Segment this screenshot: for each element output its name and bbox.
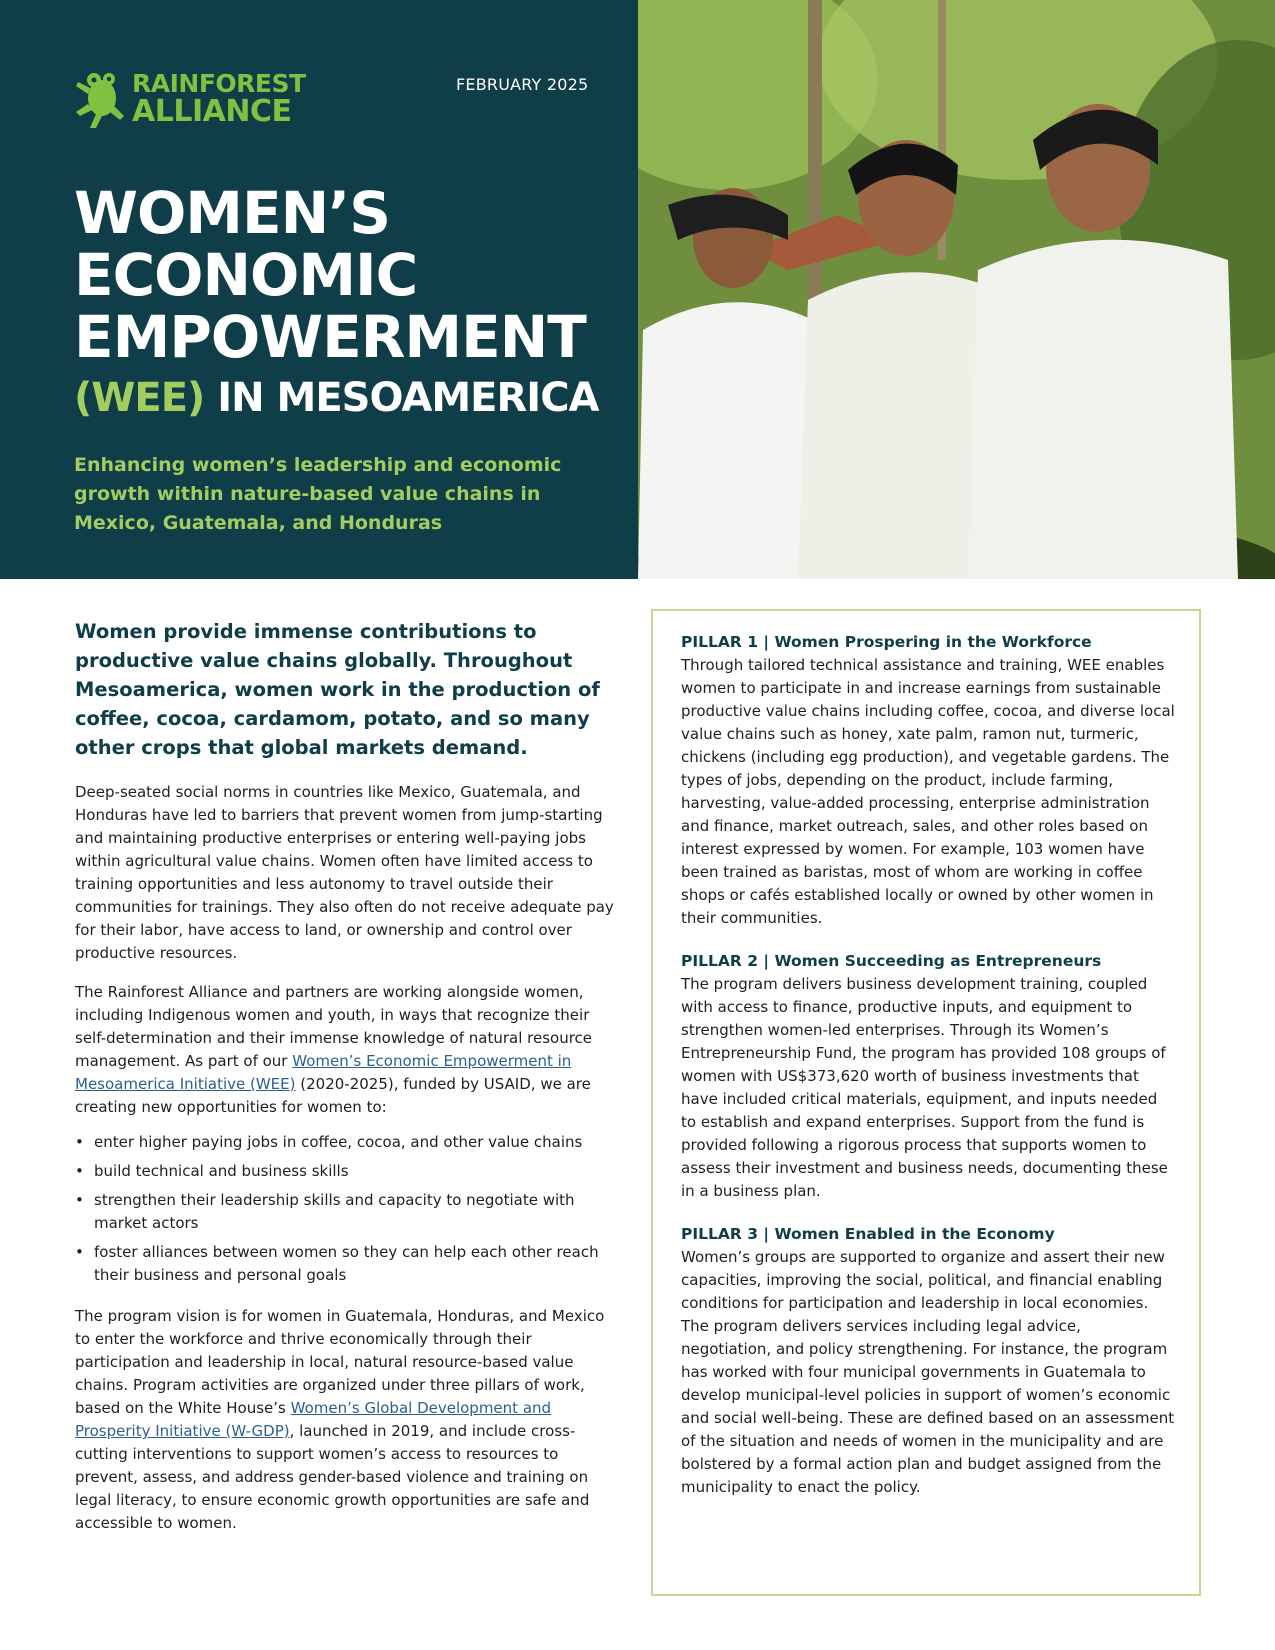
title-line-4 — [74, 374, 599, 422]
list-item: • foster alliances between women so they can help each other reach their business and personal goals — [75, 1241, 620, 1287]
pillar-1-body: Through tailored technical assistance and training, WEE enables women to participate in and increase earnings from sustainable productive value chains including coffee, cocoa, and diverse local value chains such as honey, xate palm, ramon nut, turmeric, chickens (including egg production), and vegetable gardens. The types of jobs, depending on the product, include farming, harvesting, value-added processing, enterprise administration and finance, market outreach, sales, and other roles based on interest expressed by women. For example, 103 women have been trained as baristas, most of whom are working in coffee shops or cafés established locally or owned by other women in their communities. — [681, 656, 1175, 927]
title-line-2: ECONOMIC — [74, 241, 418, 309]
paragraph-partners-text-b: (2020-2025), funded by USAID, we are creating new opportunities for women to: — [75, 1075, 591, 1116]
logo-wordmark-line2: ALLIANCE — [132, 94, 292, 129]
page-title — [74, 179, 599, 422]
list-item: • build technical and business skills — [75, 1160, 620, 1183]
intro-statement: Women provide immense contributions to productive value chains globally. Throughout Mesoamerica, women work in the production of coffee, cocoa, cardamom, potato, and so many other crops that global markets demand. — [75, 620, 600, 759]
pillars-box — [651, 609, 1201, 1596]
pillar-2-heading: PILLAR 2 | Women Succeeding as Entrepreneurs — [681, 952, 1102, 970]
opportunities-list — [75, 1131, 620, 1287]
title-line-4-rest: IN MESOAMERICA — [204, 375, 599, 421]
paragraph-vision-text-b: , launched in 2019, and include cross-cutting interventions to support women’s access to resources to prevent, assess, and address gender-based violence and training on legal literacy, to ensure economic growth opportunities are safe and accessible to women. — [75, 1422, 590, 1532]
pillar-2-body: The program delivers business development training, coupled with access to finance, productive inputs, and equipment to strengthen women-led enterprises. Through its Women’s Entrepreneurship Fund, the program has provided 108 groups of women with US$373,620 worth of business investments that have included critical materials, equipment, and inputs needed to establish and expand enterprises. Support from the fund is provided following a rigorous process that supports women to assess their investment and business needs, documenting these in a business plan. — [681, 975, 1168, 1200]
title-line-3: EMPOWERMENT — [74, 303, 586, 371]
title-accent-wee: (WEE) — [74, 375, 205, 421]
paragraph-program-vision — [75, 1305, 620, 1535]
hero-header-panel — [0, 0, 638, 579]
pillar-3-heading: PILLAR 3 | Women Enabled in the Economy — [681, 1225, 1055, 1243]
paragraph-partners — [75, 981, 620, 1119]
paragraph-barriers: Deep-seated social norms in countries like Mexico, Guatemala, and Honduras have led to barriers that prevent women from jump-starting and maintaining productive enterprises or entering well-paying jobs within agricultural value chains. Women often have limited access to training opportunities and less autonomy to travel outside their communities for trainings. They also often do not receive adequate pay for their labor, have access to land, or ownership and control over productive resources. — [75, 783, 614, 962]
pillar-1-heading: PILLAR 1 | Women Prospering in the Workforce — [681, 633, 1092, 651]
hero-photo-three-women — [638, 0, 1275, 579]
pillar-3 — [681, 1223, 1175, 1499]
paragraph-partners-text-a: The Rainforest Alliance and partners are working alongside women, including Indigenous women and youth, in ways that recognize their self-determination and their immense knowledge of natural resource management. As part of our — [75, 983, 593, 1070]
pillar-1 — [681, 631, 1175, 930]
page-subtitle: Enhancing women’s leadership and economic growth within nature-based value chains in Mexico, Guatemala, and Honduras — [74, 454, 562, 534]
main-text-column — [75, 617, 620, 1551]
list-item: • strengthen their leadership skills and capacity to negotiate with market actors — [75, 1189, 620, 1235]
photo-illustration — [638, 0, 1275, 579]
title-line-1: WOMEN’S — [74, 179, 390, 247]
paragraph-vision-text-a: The program vision is for women in Guatemala, Honduras, and Mexico to enter the workforce and thrive economically through their participation and leadership in local, natural resource-based value chains. Program activities are organized under three pillars of work, based on the White House’s — [75, 1307, 605, 1417]
pillar-2 — [681, 950, 1175, 1203]
pillar-3-body: Women’s groups are supported to organize and assert their new capacities, improving the social, political, and financial enabling conditions for participation and leadership in local economies. The program delivers services including legal advice, negotiation, and policy strengthening. For instance, the program has worked with four municipal governments in Guatemala to develop municipal-level policies in support of women’s economic and social well-being. These are defined based on an assessment of the situation and needs of women in the municipality and are bolstered by a formal action plan and budget assigned from the municipality to enact the policy. — [681, 1248, 1175, 1496]
wee-initiative-link[interactable]: Women’s Economic Empowerment in Mesoamerica Initiative (WEE) — [75, 1052, 572, 1093]
logo-wordmark-line1: RAINFOREST — [132, 69, 306, 98]
w-gdp-link[interactable]: Women’s Global Development and Prosperity Initiative (W-GDP) — [75, 1399, 552, 1440]
publication-date: FEBRUARY 2025 — [456, 75, 589, 94]
list-item: • enter higher paying jobs in coffee, cocoa, and other value chains — [75, 1131, 620, 1154]
rainforest-alliance-logo[interactable] — [74, 68, 306, 130]
frog-icon — [74, 68, 126, 130]
